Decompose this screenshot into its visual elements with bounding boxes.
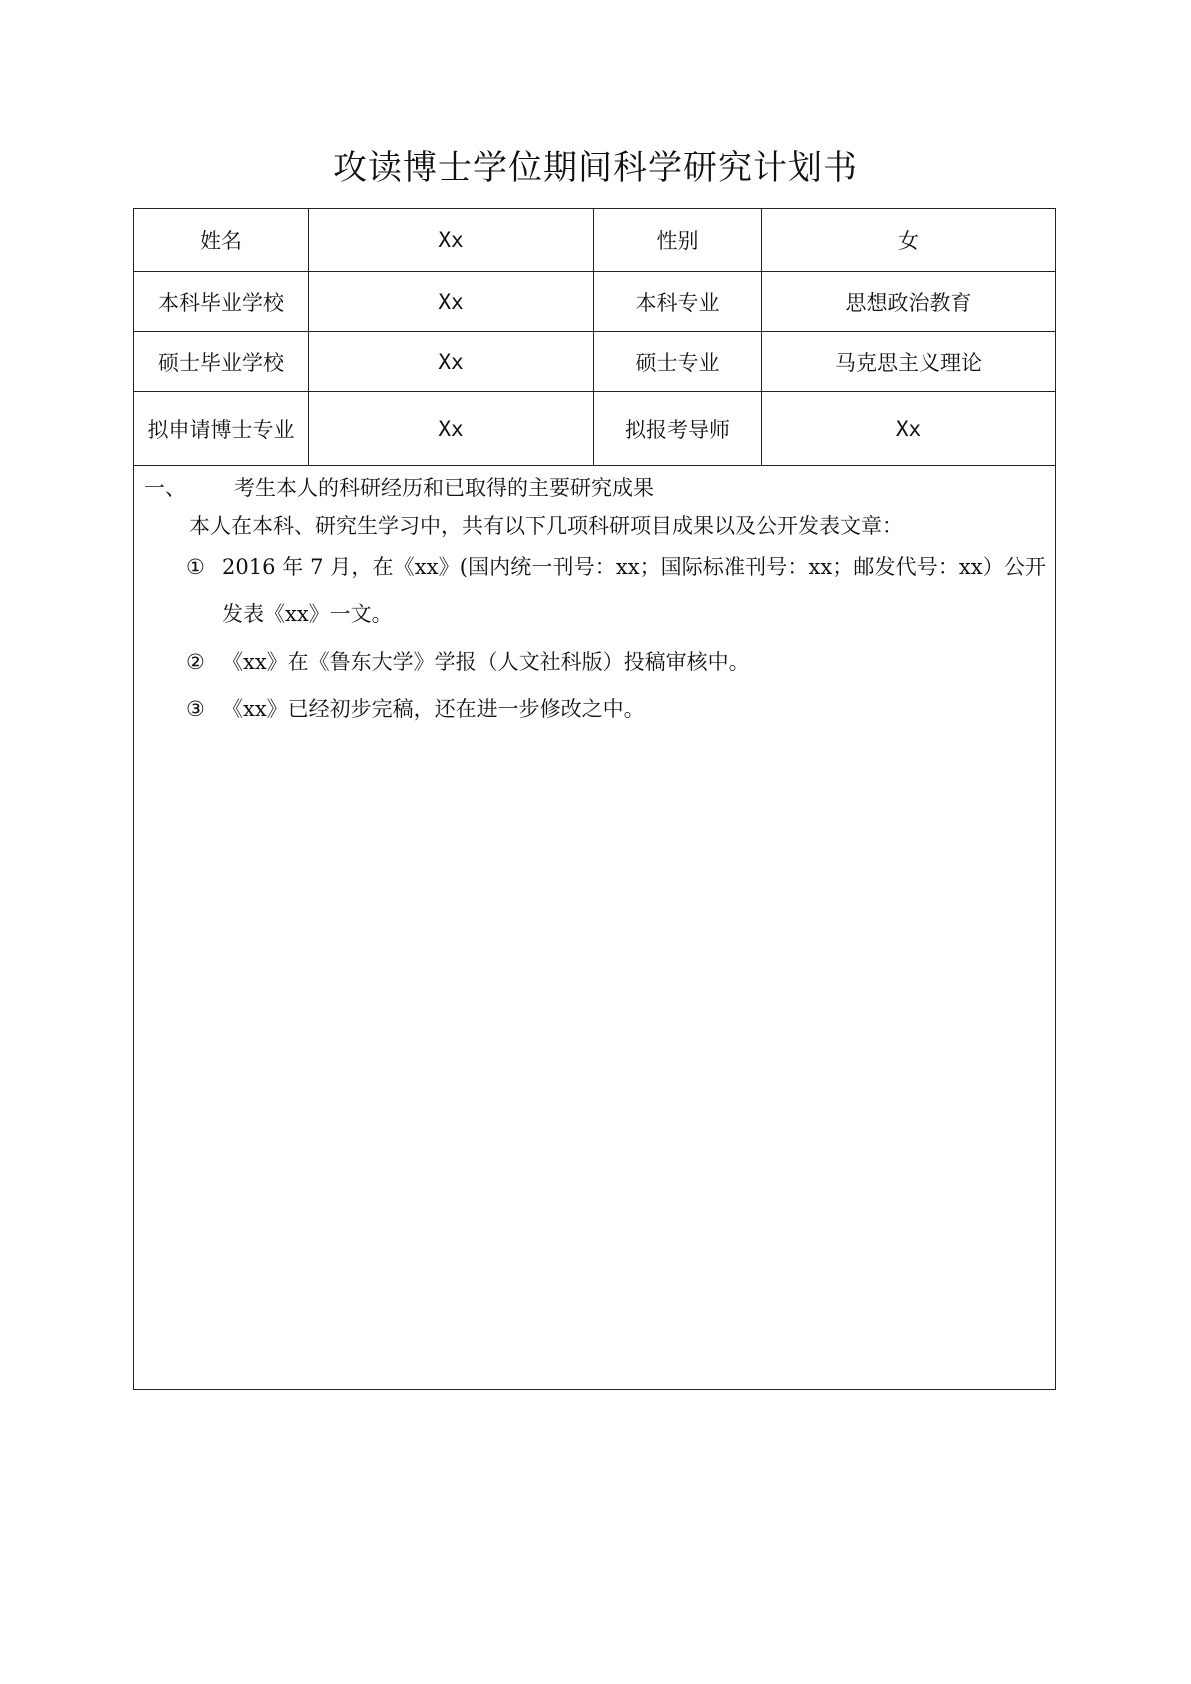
item-marker: ① — [186, 555, 205, 579]
item-text: 《xx》已经初步完稿，还在进一步修改之中。 — [222, 697, 645, 721]
item-text — [222, 544, 1046, 638]
label-master-school: 硕士毕业学校 — [134, 332, 309, 392]
label-gender: 性别 — [594, 209, 762, 272]
item-marker: ③ — [186, 697, 205, 721]
item-marker: ② — [186, 650, 205, 674]
section-number: 一、 — [144, 476, 186, 500]
section-intro: 本人在本科、研究生学习中，共有以下几项科研项目成果以及公开发表文章： — [189, 514, 903, 538]
item-text-line2: 发表《xx》一文。 — [222, 602, 393, 626]
page-title: 攻读博士学位期间科学研究计划书 — [333, 148, 858, 188]
list-item — [186, 544, 1046, 638]
label-doctoral-major: 拟申请博士专业 — [134, 392, 309, 466]
item-text-line1: 2016 年 7 月，在《xx》(国内统一刊号：xx；国际标准刊号：xx；邮发代号：xx）公开 — [222, 555, 1046, 579]
item-text: 《xx》在《鲁东大学》学报（人文社科版）投稿审核中。 — [222, 650, 750, 674]
table-row-name-gender — [134, 209, 1056, 272]
applicant-info-table — [133, 208, 1056, 1390]
label-undergrad-major: 本科专业 — [594, 272, 762, 332]
label-undergrad-school: 本科毕业学校 — [134, 272, 309, 332]
value-undergrad-school: Xx — [309, 272, 594, 332]
value-doctoral-major: Xx — [309, 392, 594, 466]
table-row-research-results — [134, 466, 1056, 1390]
label-supervisor: 拟报考导师 — [594, 392, 762, 466]
label-master-major: 硕士专业 — [594, 332, 762, 392]
value-undergrad-major: 思想政治教育 — [762, 272, 1056, 332]
table-row-undergrad — [134, 272, 1056, 332]
value-master-major: 马克思主义理论 — [762, 332, 1056, 392]
section-heading-text: 考生本人的科研经历和已取得的主要研究成果 — [234, 476, 654, 500]
label-name: 姓名 — [134, 209, 309, 272]
list-item — [186, 639, 1046, 686]
value-gender: 女 — [762, 209, 1056, 272]
value-name: Xx — [309, 209, 594, 272]
section-heading — [144, 472, 654, 502]
research-results-cell — [134, 466, 1056, 1390]
value-master-school: Xx — [309, 332, 594, 392]
table-row-master — [134, 332, 1056, 392]
value-supervisor: Xx — [762, 392, 1056, 466]
table-row-doctoral — [134, 392, 1056, 466]
list-item — [186, 686, 1046, 733]
